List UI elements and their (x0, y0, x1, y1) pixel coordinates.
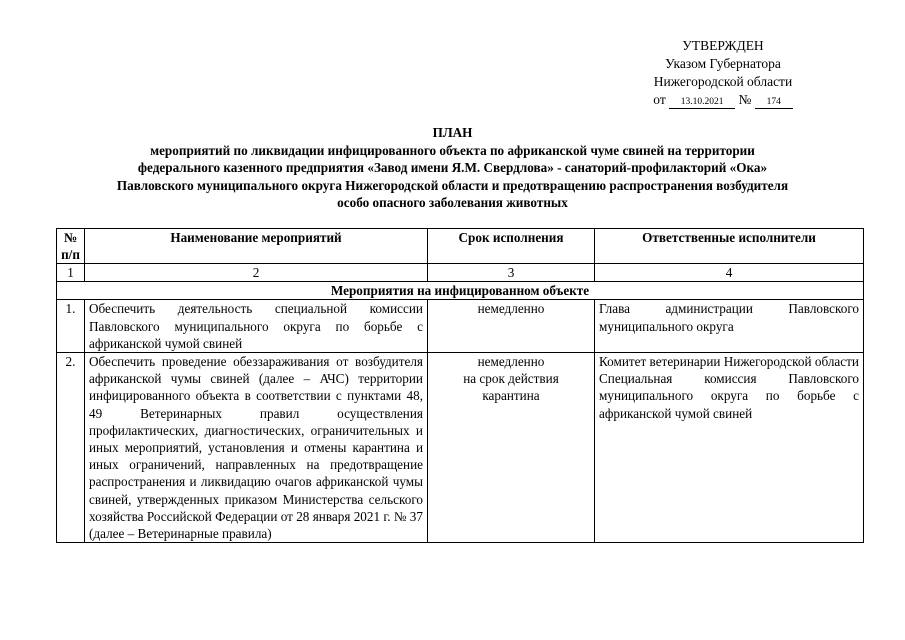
table-header-row (57, 229, 864, 264)
section-row (57, 282, 864, 300)
row-activity: Обеспечить деятельность специальной комиссии Павловского муниципального округа по борьбе с африканской чумой свиней (85, 300, 428, 353)
document-subtitle-line-4: особо опасного заболевания животных (337, 195, 568, 211)
row-responsible (595, 300, 864, 353)
column-number-1: 1 (57, 264, 85, 282)
from-label: от (653, 92, 666, 107)
approval-date: 13.10.2021 (669, 96, 735, 109)
term-line: немедленно (477, 354, 545, 370)
header-name: Наименование мероприятий (85, 229, 428, 264)
responsible-line: Глава администрации Павловского муниципального округа (599, 301, 859, 334)
column-number-2: 2 (85, 264, 428, 282)
row-activity: Обеспечить проведение обеззараживания от возбудителя африканской чумы свиней (далее – АЧС) территории инфицированного объекта в соответствии с пунктами 48, 49 Ветеринарных правил осуществления профилактических, диагностических, ограничительных и иных мероприятий, установления и отмены карантина и иных ограничений, направленных на предотвращение распространения и ликвидацию очагов африканской чумы свиней, утвержденных приказом Министерства сельского хозяйства Российской Федерации от 28 января 2021 г. № 37 (далее – Ветеринарные правила) (85, 353, 428, 543)
row-num: 1. (57, 300, 85, 353)
column-numbers-row (57, 264, 864, 282)
row-term (428, 353, 595, 543)
responsible-line: Специальная комиссия Павловского муниципального округа по борьбе с африканской чумой свиней (599, 371, 859, 421)
approval-title: УТВЕРЖДЕН (682, 38, 764, 53)
approval-issuer: Указом Губернатора (665, 56, 781, 71)
approval-number: 174 (755, 96, 793, 109)
term-line: на срок действия (463, 371, 559, 387)
row-term: немедленно (428, 300, 595, 353)
document-title: ПЛАН (432, 125, 473, 140)
document-subtitle-line-1: мероприятий по ликвидации инфицированного объекта по африканской чуме свиней на территории (150, 142, 755, 158)
section-title: Мероприятия на инфицированном объекте (57, 282, 864, 300)
header-term: Срок исполнения (428, 229, 595, 264)
header-num: № п/п (57, 229, 85, 264)
table-row (57, 300, 864, 353)
column-number-3: 3 (428, 264, 595, 282)
plan-table (56, 228, 864, 543)
document-heading (40, 124, 865, 212)
header-responsible: Ответственные исполнители (595, 229, 864, 264)
row-responsible (595, 353, 864, 543)
document-subtitle-line-3: Павловского муниципального округа Нижегородской области и предотвращению распространения возбудителя (116, 177, 789, 193)
document-subtitle-line-2: федерального казенного предприятия «Завод имени Я.М. Свердлова» - санаторий-профилакторий «Ока» (137, 160, 768, 176)
row-num: 2. (57, 353, 85, 543)
approval-date-number (620, 91, 826, 109)
column-number-4: 4 (595, 264, 864, 282)
responsible-line: Комитет ветеринарии Нижегородской области (599, 354, 859, 370)
number-label: № (738, 92, 752, 107)
approval-region: Нижегородской области (653, 74, 793, 89)
table-row (57, 353, 864, 543)
approval-block (620, 37, 826, 109)
term-line: карантина (482, 388, 540, 404)
